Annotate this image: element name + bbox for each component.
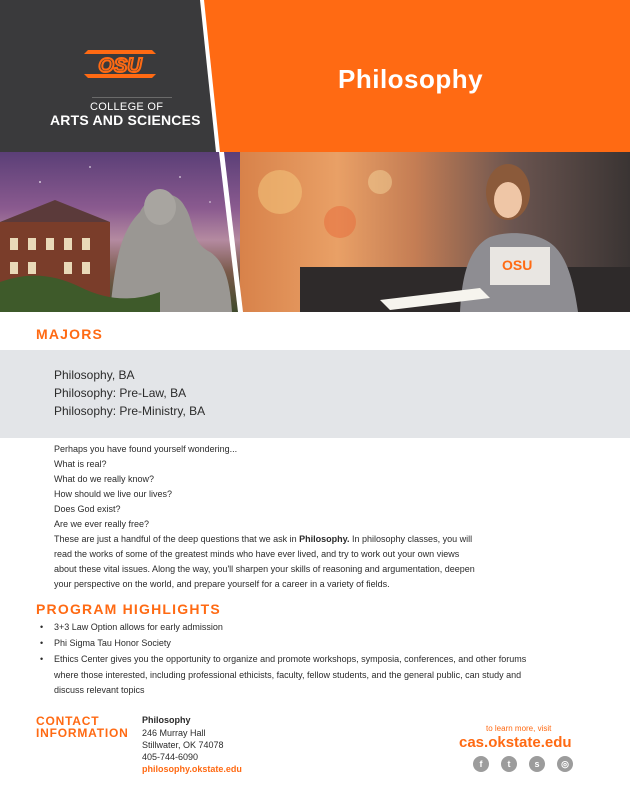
intro-paragraph-line: about these vital issues. Along the way, you'll sharpen your skills of reasoning and argumentation, deepen: [54, 564, 475, 574]
intro-paragraph-line: your perspective on the world, and prepare yourself for a career in a variety of fields.: [54, 579, 390, 589]
contact-address-line2: Stillwater, OK 74078: [142, 740, 224, 750]
major-item: Philosophy: Pre-Ministry, BA: [54, 404, 206, 418]
bullet-icon: •: [40, 654, 44, 664]
twitter-icon[interactable]: t: [501, 756, 517, 772]
major-item: Philosophy: Pre-Law, BA: [54, 386, 187, 400]
header: [0, 0, 630, 152]
contact-website-link[interactable]: philosophy.okstate.edu: [142, 764, 242, 774]
cas-website-link[interactable]: cas.okstate.edu: [459, 734, 572, 751]
highlight-item: Phi Sigma Tau Honor Society: [54, 638, 171, 648]
intro-line: What do we really know?: [54, 474, 155, 484]
intro-paragraph-line: read the works of some of the greatest minds who have ever lived, and try to work out your own views: [54, 549, 460, 559]
philosophy-bold: Philosophy.: [299, 534, 350, 544]
student-studying-photo: [240, 152, 630, 312]
highlight-item: 3+3 Law Option allows for early admission: [54, 622, 223, 632]
highlight-item-continued: discuss relevant topics: [54, 685, 145, 695]
major-item: Philosophy, BA: [54, 368, 135, 382]
bullet-icon: •: [40, 622, 44, 632]
majors-heading: MAJORS: [36, 326, 104, 342]
intro-line: What is real?: [54, 459, 107, 469]
program-highlights-heading: PROGRAM HIGHLIGHTS: [36, 601, 221, 617]
highlight-item-continued: where those interested, including professional ethicists, faculty, fellow students, and the general public, can study and: [54, 670, 522, 680]
intro-line: Are we ever really free?: [54, 519, 150, 529]
intro-line: Perhaps you have found yourself wondering...: [54, 444, 238, 454]
osu-logo: [80, 46, 160, 82]
intro-paragraph-line: These are just a handful of the deep questions that we ask in Philosophy. In philosophy classes, you will: [54, 534, 473, 544]
svg-text:OSU: OSU: [502, 257, 533, 273]
college-rule: [92, 97, 172, 98]
college-name-line2: ARTS AND SCIENCES: [50, 112, 201, 128]
contact-department: Philosophy: [142, 715, 191, 725]
svg-text:OSU: OSU: [98, 55, 142, 77]
highlight-item: Ethics Center gives you the opportunity to organize and promote workshops, symposia, conferences, and other forums: [54, 654, 527, 664]
contact-address-line1: 246 Murray Hall: [142, 728, 206, 738]
statue-campus-photo: [0, 152, 240, 312]
facebook-icon[interactable]: f: [473, 756, 489, 772]
page-title: Philosophy: [338, 64, 484, 94]
learn-more-text: to learn more, visit: [486, 724, 552, 733]
intro-line: How should we live our lives?: [54, 489, 173, 499]
contact-phone: 405-744-6090: [142, 752, 199, 762]
bullet-icon: •: [40, 638, 44, 648]
snapchat-icon[interactable]: s: [529, 756, 545, 772]
photo-strip: [0, 152, 630, 312]
intro-line: Does God exist?: [54, 504, 121, 514]
instagram-icon[interactable]: ◎: [557, 756, 573, 772]
college-name-line1: COLLEGE OF: [90, 101, 164, 113]
contact-heading: CONTACT INFORMATION: [36, 714, 129, 740]
